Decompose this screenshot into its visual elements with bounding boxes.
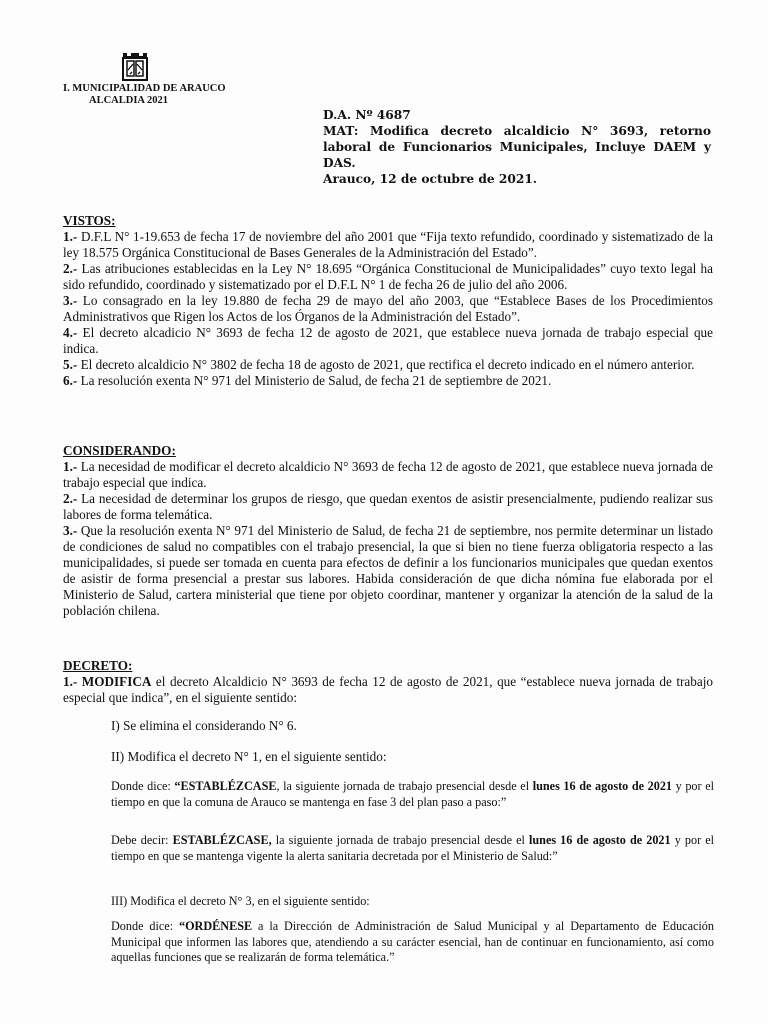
considerando-section — [63, 443, 713, 619]
municipal-seal-icon — [120, 50, 150, 82]
municipality-block — [63, 83, 226, 107]
decreto-clause-ii: II) Modifica el decreto N° 1, en el siguiente sentido: — [111, 749, 387, 764]
vistos-item: 6.- La resolución exenta N° 971 del Ministerio de Salud, de fecha 21 de septiembre de 2021. — [63, 373, 552, 388]
office-name: ALCALDIA 2021 — [89, 95, 169, 106]
municipality-name: I. MUNICIPALIDAD DE ARAUCO — [63, 83, 226, 94]
vistos-item: 2.- Las atribuciones establecidas en la Ley N° 18.695 “Orgánica Constitucional de Municipalidades” cuyo texto legal ha sido refundido, coordinado y sistematizado por el D.F.L N° 1 de fecha 26 de julio del año 2006. — [63, 261, 713, 292]
decree-number: D.A. Nº 4687 — [323, 108, 411, 122]
decreto-clause-iii: III) Modifica el decreto N° 3, en el siguiente sentido: — [111, 894, 370, 908]
vistos-item: 3.- Lo consagrado en la ley 19.880 de fecha 29 de mayo del año 2003, que “Establece Bases de los Procedimientos Administrativos que Rigen los Actos de los Órganos de la Administración del Estado”. — [63, 293, 713, 324]
considerando-item: 2.- La necesidad de determinar los grupos de riesgo, que quedan exentos de asistir presencialmente, pudiendo realizar sus labores de forma telemática. — [63, 491, 713, 522]
section-title: CONSIDERANDO: — [63, 443, 176, 458]
debe-decir-paragraph: Debe decir: ESTABLÉZCASE, la siguiente jornada de trabajo presencial desde el lunes 16 de agosto de 2021 y por el tiempo en que se mantenga vigente la alerta sanitaria decretada por el Ministerio de Salud:” — [111, 833, 715, 863]
decreto-clause-i: I) Se elimina el considerando N° 6. — [111, 718, 297, 733]
vistos-item: 4.- El decreto alcadicio N° 3693 de fecha 12 de agosto de 2021, que establece nueva jornada de trabajo especial que indica. — [63, 325, 713, 356]
decree-header — [323, 107, 711, 187]
decree-subject: MAT: Modifica decreto alcaldicio N° 3693, retorno laboral de Funcionarios Municipales, Incluye DAEM y DAS. — [323, 124, 711, 170]
section-title: DECRETO: — [63, 658, 133, 673]
considerando-item: 1.- La necesidad de modificar el decreto alcaldicio N° 3693 de fecha 12 de agosto de 2021, que establece nueva jornada de trabajo especial que indica. — [63, 459, 713, 490]
donde-dice-paragraph: Donde dice: “ESTABLÉZCASE, la siguiente jornada de trabajo presencial desde el lunes 16 de agosto de 2021 y por el tiempo en que la comuna de Arauco se mantenga en fase 3 del plan paso a paso:” — [111, 779, 715, 809]
considerando-item: 3.- Que la resolución exenta N° 971 del Ministerio de Salud, de fecha 21 de septiembre, nos permite determinar un listado de condiciones de salud no compatibles con el trabajo presencial, la que si bien no tiene fuerza obligatoria respecto a las municipalidades, si puede ser tomada en cuenta para efectos de definir a los funcionarios municipales que quedan exentos de asistir de forma presencial a prestar sus labores. Habida consideración de que dicha nómina fue elaborada por el Ministerio de Salud, cartera ministerial que tiene por objeto coordinar, mantener y organizar la atención de la salud de la población chilena. — [63, 523, 713, 618]
vistos-item: 1.- D.F.L N° 1-19.653 de fecha 17 de noviembre del año 2001 que “Fija texto refundido, coordinado y sistematizado de la ley 18.575 Orgánica Constitucional de Bases Generales de la Administración del Estado”. — [63, 229, 713, 260]
decree-place-date: Arauco, 12 de octubre de 2021. — [323, 172, 538, 186]
vistos-item: 5.- El decreto alcaldicio N° 3802 de fecha 18 de agosto de 2021, que rectifica el decreto indicado en el número anterior. — [63, 357, 695, 372]
section-title: VISTOS: — [63, 213, 116, 228]
decreto-section — [63, 658, 713, 706]
decreto-item: 1.- MODIFICA el decreto Alcaldicio N° 3693 de fecha 12 de agosto de 2021, que “establece nueva jornada de trabajo especial que indica”, en el siguiente sentido: — [63, 674, 713, 705]
vistos-section — [63, 213, 713, 389]
donde-dice-paragraph-2: Donde dice: “ORDÉNESE a la Dirección de Administración de Salud Municipal y al Departamento de Educación Municipal que informen las labores que, atendiendo a su carácter esencial, han de continuar en funcionamiento, así como aquellas funciones que se realizarán de forma telemática.” — [111, 919, 714, 964]
